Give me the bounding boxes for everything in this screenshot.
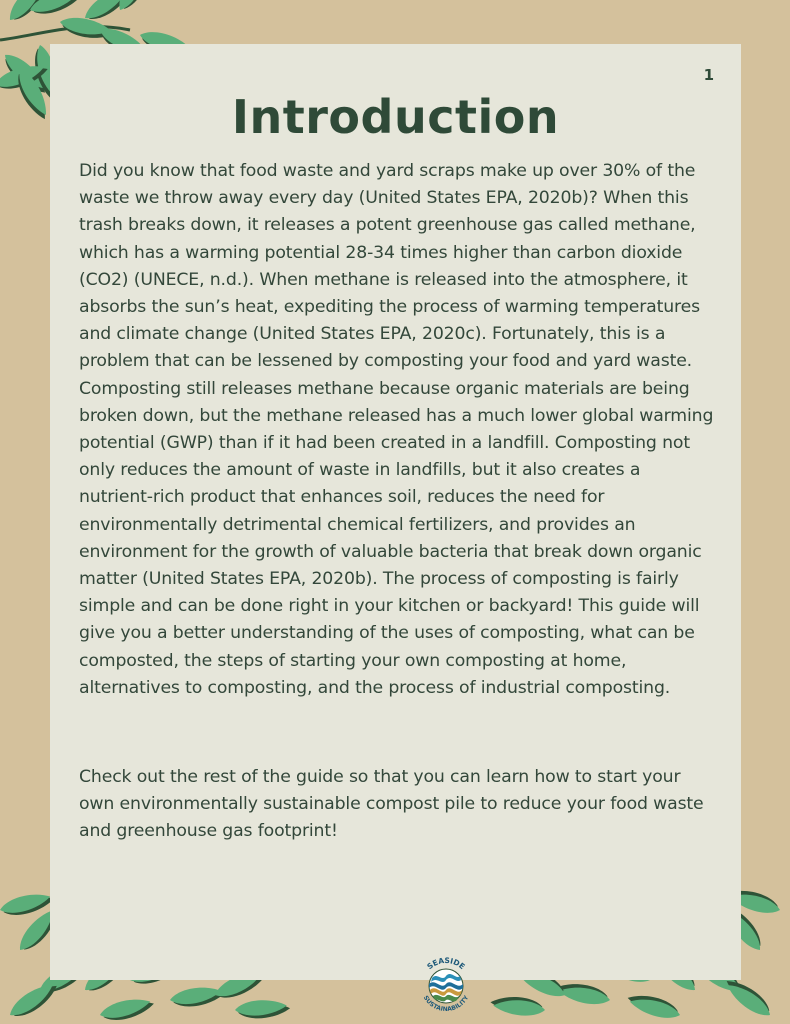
- seaside-sustainability-logo-icon: [415, 956, 477, 1016]
- call-to-action-paragraph: Check out the rest of the guide so that you can learn how to start your own environmentally sustainable compost pile to reduce your food waste and greenhouse gas footprint!: [79, 767, 704, 842]
- intro-paragraph: Did you know that food waste and yard scraps make up over 30% of the waste we throw away every day (United States EPA, 2020b)? When this trash breaks down, it releases a potent greenhouse gas called methane, which has a warming potential 28-34 times higher than carbon dioxide (CO2) (UNECE, n.d.). When methane is released into the atmosphere, it absorbs the sun’s heat, expediting the process of warming temperatures and climate change (United States EPA, 2020c). Fortunately, this is a problem that can be lessened by composting your food and yard waste. Composting still releases methane because organic materials are being broken down, but the methane released has a much lower global warming potential (GWP) than if it had been created in a landfill. Composting not only reduces the amount of waste in landfills, but it also creates a nutrient-rich product that enhances soil, reduces the need for environmentally detrimental chemical fertilizers, and provides an environment for the growth of valuable bacteria that break down organic matter (United States EPA, 2020b). The process of composting is fairly simple and can be done right in your kitchen or backyard! This guide will give you a better understanding of the uses of composting, what can be composted, the steps of starting your own composting at home, alternatives to composting, and the process of industrial composting.: [79, 161, 714, 698]
- logo-bottom-text: SUSTAINABILITY: [421, 994, 471, 1014]
- logo-top-text: SEASIDE: [425, 956, 467, 972]
- page-title: Introduction: [231, 90, 560, 144]
- page-number: 1: [703, 66, 714, 84]
- document-page: [50, 44, 741, 1014]
